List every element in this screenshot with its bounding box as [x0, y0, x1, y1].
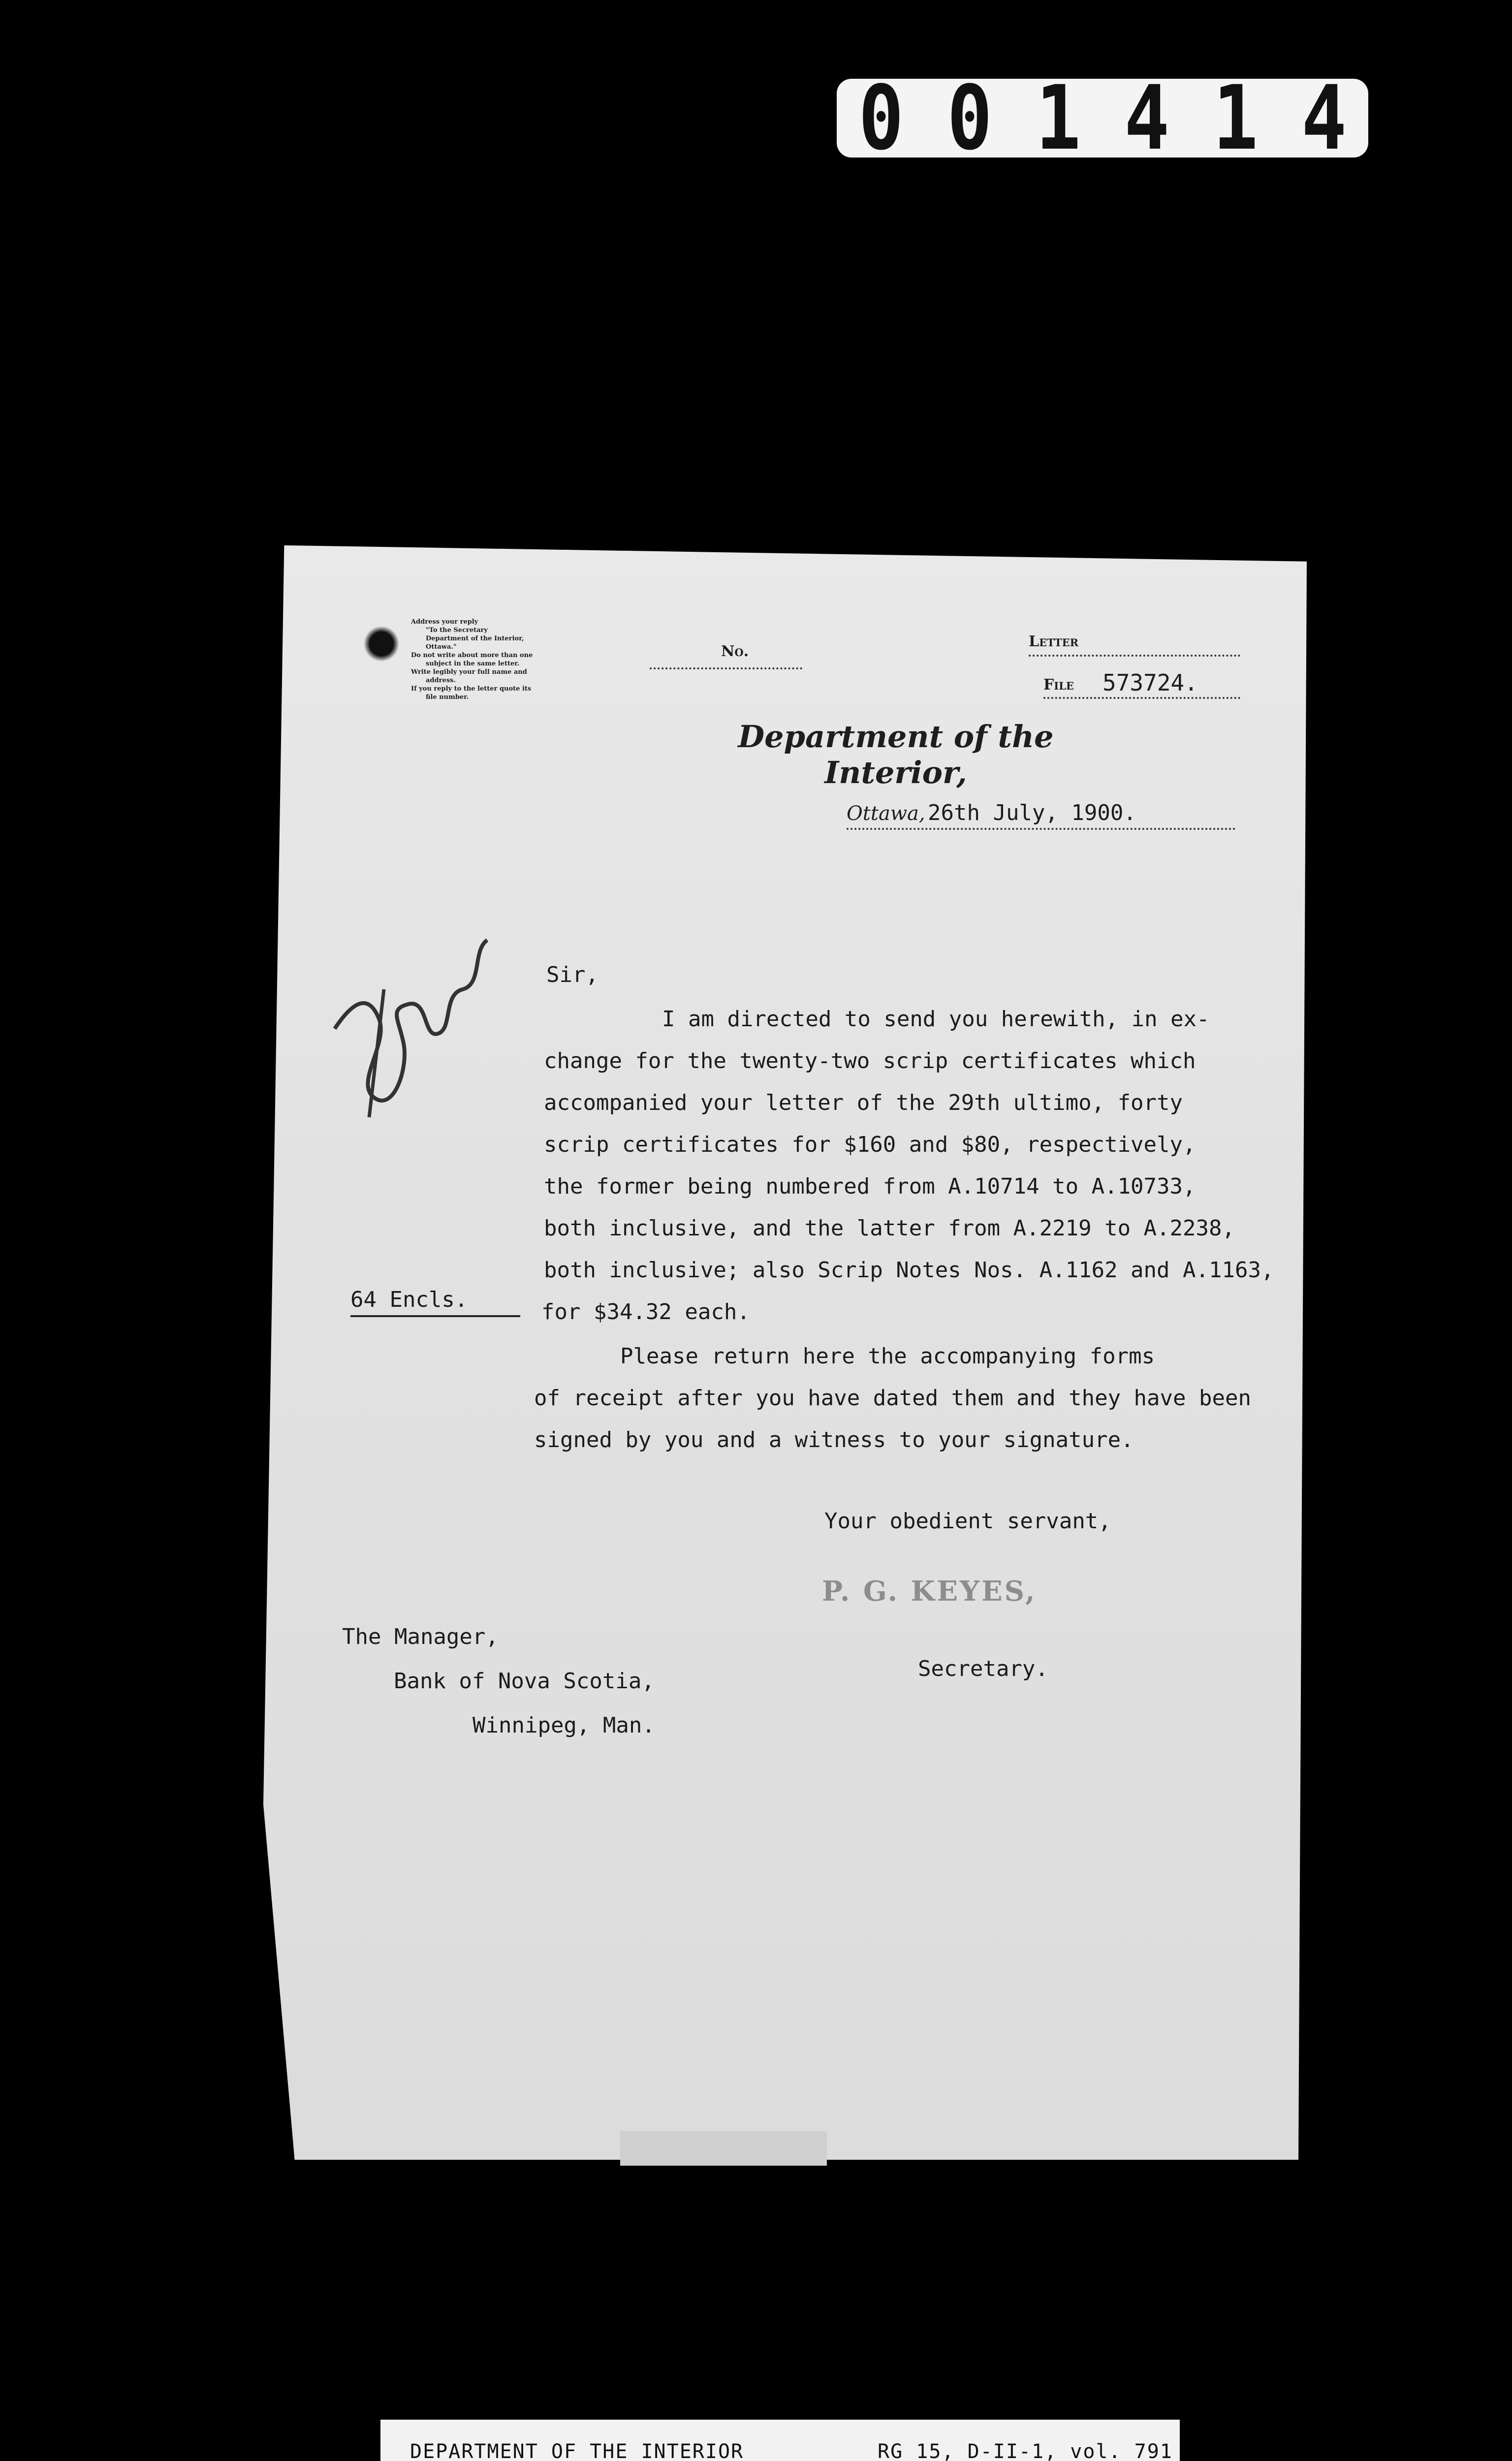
- archive-dept-en: DEPARTMENT OF THE INTERIOR: [410, 2440, 744, 2461]
- recipient-line: Winnipeg, Man.: [472, 1713, 655, 1738]
- no-label: No.: [721, 643, 749, 660]
- letter-line: [1029, 630, 1240, 657]
- recipient-line: Bank of Nova Scotia,: [394, 1669, 655, 1694]
- body-line: both inclusive; also Scrip Notes Nos. A.1162 and A.1163,: [544, 1258, 1274, 1283]
- recipient-line: The Manager,: [342, 1624, 499, 1649]
- department-heading: Department of the Interior,: [738, 719, 1054, 790]
- note-line: "To the Secretary: [426, 627, 488, 634]
- file-label: File: [1043, 676, 1074, 694]
- body-line: for $34.32 each.: [541, 1299, 750, 1325]
- closing: Your obedient servant,: [824, 1509, 1111, 1534]
- body-line: both inclusive, and the latter from A.2219 to A.2238,: [544, 1216, 1235, 1241]
- body-line: Please return here the accompanying forms: [620, 1344, 1155, 1369]
- note-line: Ottawa.": [426, 643, 457, 651]
- note-line: file number.: [426, 694, 469, 701]
- paper-fold: [620, 2131, 827, 2166]
- frame-digit: 0: [946, 66, 993, 170]
- body-line: of receipt after you have dated them and they have been: [534, 1386, 1251, 1411]
- handwritten-initials-icon: [325, 920, 502, 1137]
- body-line: scrip certificates for $160 and $80, respectively,: [544, 1132, 1196, 1157]
- archive-reference-label: [380, 2420, 1180, 2461]
- frame-digit: 1: [1212, 66, 1259, 170]
- frame-number: [837, 66, 1368, 170]
- body-line: change for the twenty-two scrip certificates which: [544, 1048, 1196, 1073]
- letter-date: 26th July, 1900.: [928, 800, 1136, 825]
- archive-ref: RG 15, D-II-1, vol. 791: [878, 2440, 1173, 2461]
- frame-digit: 0: [858, 66, 904, 170]
- ink-blot-icon: [359, 624, 404, 663]
- note-line: Do not write about more than one: [411, 652, 533, 659]
- enclosures-note: 64 Encls.: [350, 1287, 520, 1317]
- body-line: accompanied your letter of the 29th ultimo, forty: [544, 1090, 1183, 1115]
- date-line: [847, 797, 1235, 830]
- frame-digit: 4: [1301, 66, 1347, 170]
- frame-digit: 4: [1124, 66, 1170, 170]
- body-line: I am directed to send you herewith, in ex-: [662, 1007, 1210, 1032]
- file-line: [1043, 669, 1240, 699]
- note-line: Address your reply: [411, 618, 478, 626]
- note-line: address.: [426, 677, 456, 684]
- note-line: subject in the same letter.: [426, 660, 520, 667]
- salutation: Sir,: [546, 962, 598, 987]
- note-line: If you reply to the letter quote its: [411, 685, 532, 693]
- place-label: Ottawa,: [847, 802, 925, 825]
- address-note: [411, 618, 618, 701]
- letter-label: Letter: [1029, 633, 1079, 650]
- number-line: [650, 640, 802, 669]
- frame-digit: 1: [1035, 66, 1081, 170]
- signatory-title: Secretary.: [918, 1656, 1048, 1681]
- body-line: the former being numbered from A.10714 to A.10733,: [544, 1174, 1196, 1199]
- body-line: signed by you and a witness to your signature.: [534, 1427, 1134, 1452]
- file-number: 573724.: [1102, 669, 1198, 696]
- note-line: Write legibly your full name and: [411, 668, 527, 676]
- note-line: Department of the Interior,: [426, 635, 524, 642]
- signature-stamp: P. G. KEYES,: [822, 1575, 1037, 1608]
